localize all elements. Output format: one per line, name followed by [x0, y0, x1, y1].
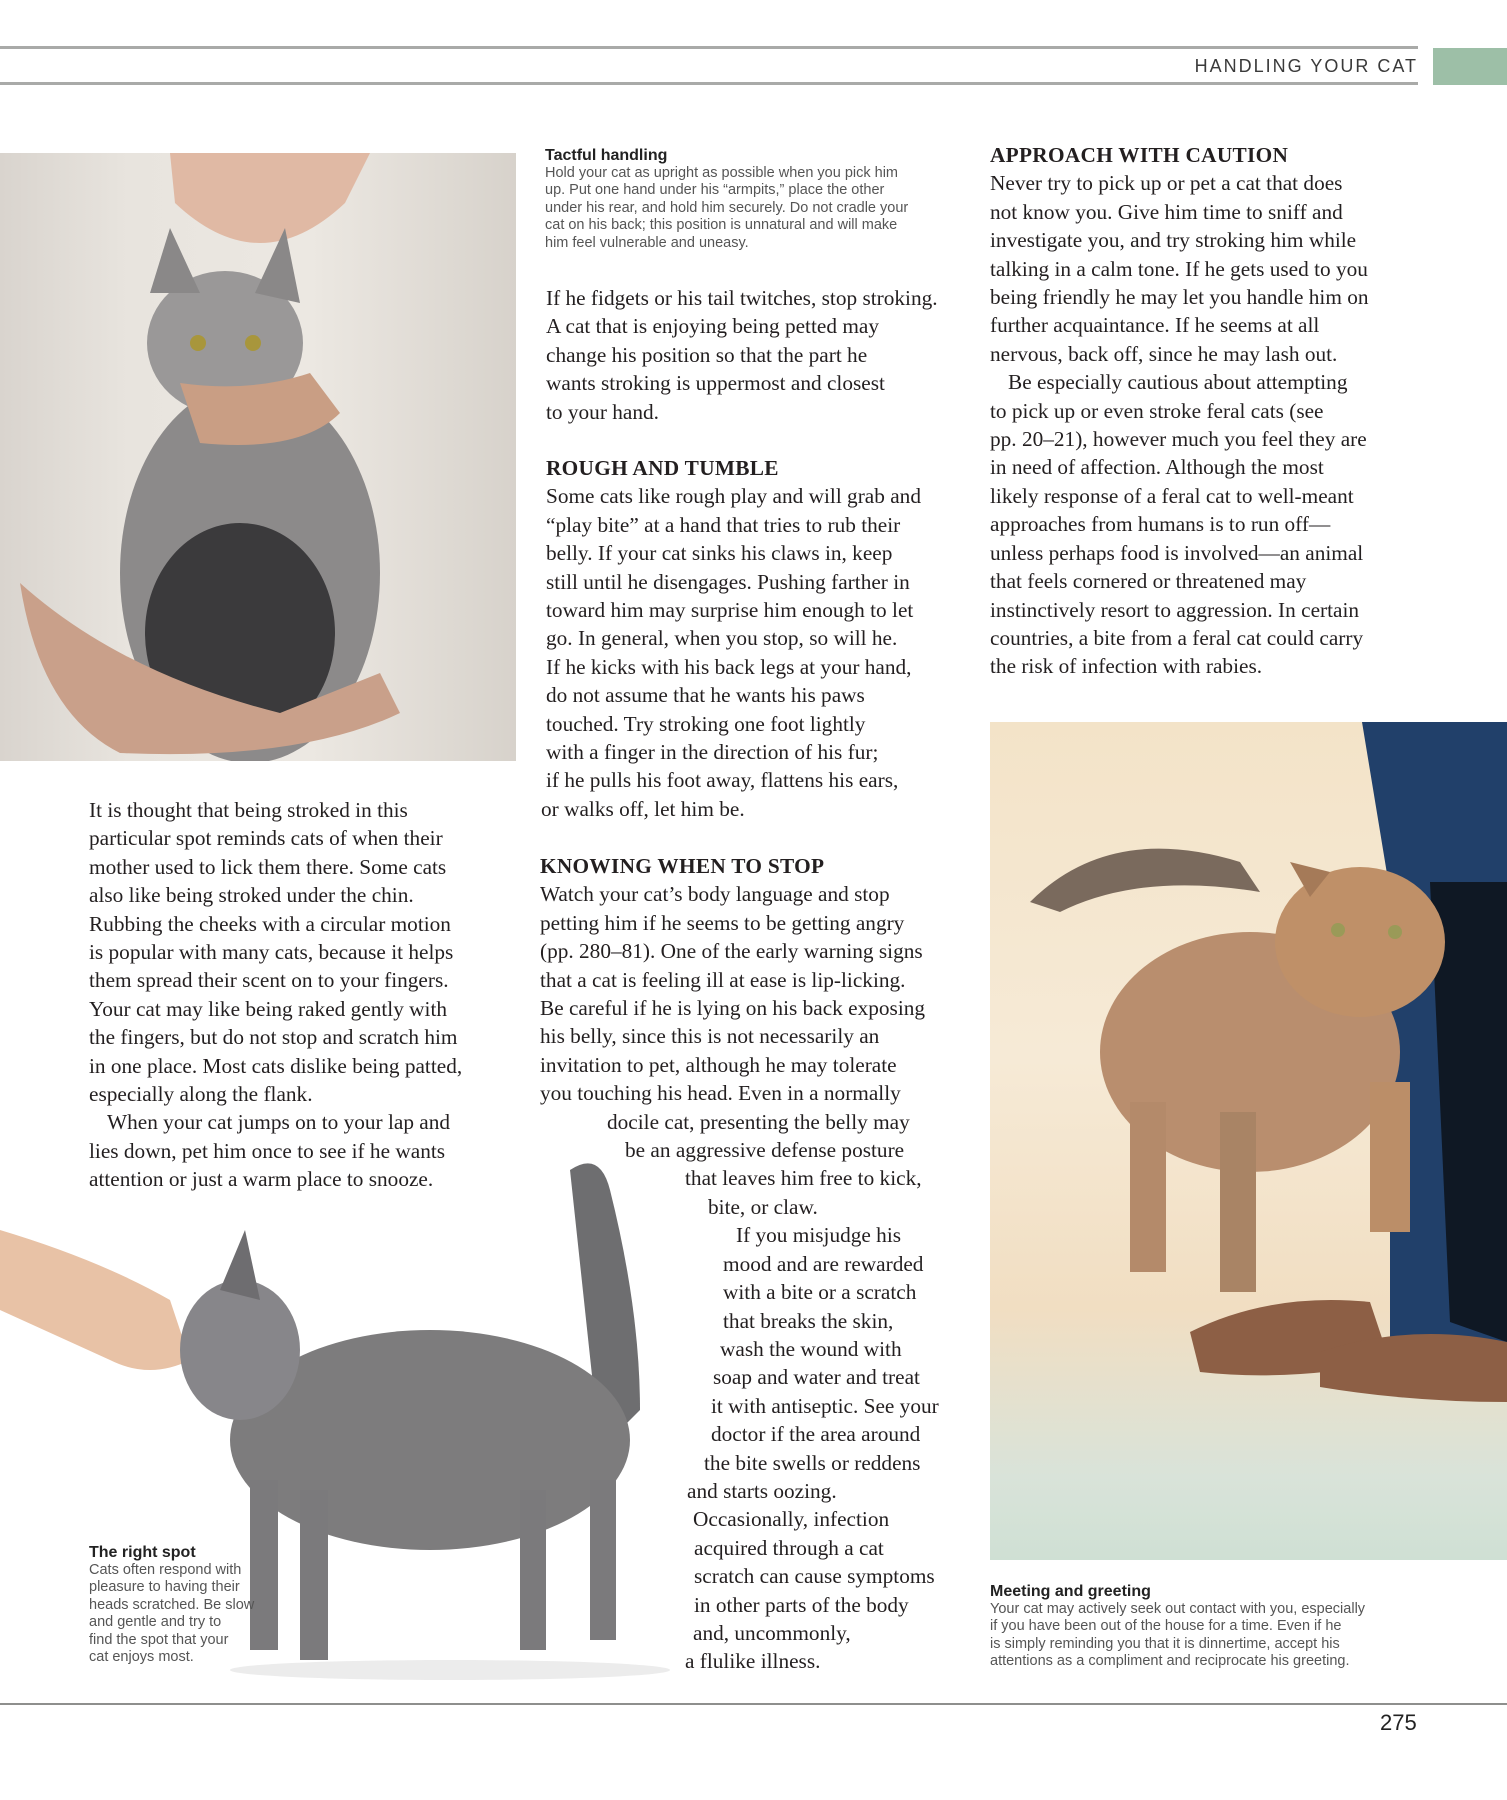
text-line: scratch can cause symptoms	[694, 1564, 935, 1589]
header-rule-top	[0, 46, 1418, 49]
text-line: wants stroking is uppermost and closest	[546, 371, 885, 396]
page-number: 275	[1380, 1710, 1417, 1735]
text-line: his belly, since this is not necessarily an	[540, 1024, 880, 1049]
caption-line: find the spot that your	[89, 1631, 229, 1648]
text-line: that breaks the skin,	[723, 1308, 894, 1333]
text-line: Your cat may like being raked gently with	[89, 996, 448, 1021]
text-line: mother used to lick them there. Some cats	[89, 854, 447, 879]
text-line: It is thought that being stroked in this	[89, 798, 408, 822]
text-line: Occasionally, infection	[693, 1507, 890, 1532]
text-line: Be especially cautious about attempting	[1008, 370, 1348, 395]
caption-title: Tactful handling	[545, 147, 668, 164]
text-line: with a finger in the direction of his fur;	[546, 740, 879, 765]
text-line: touched. Try stroking one foot lightly	[546, 711, 866, 736]
caption-line: if you have been out of the house for a time. Even if he	[990, 1618, 1342, 1635]
rough-and-tumble-section	[541, 454, 921, 823]
caption-line: heads scratched. Be slow	[89, 1596, 255, 1613]
text-line: Watch your cat’s body language and stop	[540, 882, 890, 907]
middle-intro-paragraph	[546, 284, 938, 426]
text-line: A cat that is enjoying being petted may	[546, 314, 879, 339]
caption-line: pleasure to having their	[89, 1579, 240, 1596]
text-line: still until he disengages. Pushing farther in	[546, 569, 910, 594]
knowing-when-to-stop-section	[540, 852, 939, 1676]
text-line: wash the wound with	[720, 1336, 902, 1361]
footer-rule	[0, 1703, 1507, 1705]
text-line: soap and water and treat	[713, 1365, 920, 1390]
text-line: countries, a bite from a feral cat could carry	[990, 625, 1364, 650]
text-line: be an aggressive defense posture	[625, 1138, 905, 1163]
text-line: invitation to pet, although he may tolerate	[540, 1052, 897, 1077]
header-rule-bottom	[0, 82, 1418, 85]
caption-line: cat on his back; this position is unnatural and will make	[545, 217, 898, 234]
text-line: further acquaintance. If he seems at all	[990, 313, 1320, 338]
section-color-tab	[1433, 48, 1507, 85]
text-line: nervous, back off, since he may lash out.	[990, 341, 1338, 366]
text-line: When your cat jumps on to your lap and	[107, 1110, 451, 1135]
text-line: that a cat is feeling ill at ease is lip-licking.	[540, 967, 906, 992]
text-line: investigate you, and try stroking him while	[990, 228, 1357, 253]
text-line: mood and are rewarded	[723, 1251, 924, 1276]
caption-tactful-handling	[545, 146, 965, 252]
text-line: a flulike illness.	[685, 1649, 821, 1674]
text-line: the fingers, but do not stop and scratch him	[89, 1025, 458, 1050]
text-line: petting him if he seems to be getting angry	[540, 910, 905, 935]
text-line: do not assume that he wants his paws	[546, 683, 865, 708]
text-line: especially along the flank.	[89, 1082, 313, 1107]
text-line: attention or just a warm place to snooze.	[89, 1167, 434, 1192]
text-line: lies down, pet him once to see if he wants	[89, 1138, 446, 1163]
text-line: in need of affection. Although the most	[990, 455, 1324, 480]
text-line: change his position so that the part he	[546, 342, 868, 367]
caption-meeting-greeting	[990, 1582, 1430, 1671]
text-line: that leaves him free to kick,	[685, 1166, 922, 1191]
caption-line: him feel vulnerable and uneasy.	[545, 234, 749, 251]
text-line: instinctively resort to aggression. In certain	[990, 597, 1360, 622]
text-line: also like being stroked under the chin.	[89, 883, 414, 908]
text-line: not know you. Give him time to sniff and	[990, 199, 1343, 224]
text-line: go. In general, when you stop, so will he.	[546, 626, 898, 651]
held-kitten-illustration	[0, 153, 516, 761]
text-line: it with antiseptic. See your	[711, 1393, 939, 1418]
text-line: you touching his head. Even in a normally	[540, 1081, 901, 1106]
text-line: If he fidgets or his tail twitches, stop stroking.	[546, 286, 938, 310]
text-line: and, uncommonly,	[693, 1620, 851, 1645]
caption-line: up. Put one hand under his “armpits,” place the other	[545, 182, 885, 199]
text-line: unless perhaps food is involved—an animal	[990, 540, 1364, 565]
text-line: in other parts of the body	[694, 1592, 909, 1617]
text-line: (pp. 280–81). One of the early warning signs	[540, 939, 923, 964]
caption-body	[545, 165, 965, 252]
running-head: HANDLING YOUR CAT	[1194, 56, 1418, 76]
text-line: If he kicks with his back legs at your hand,	[546, 654, 912, 679]
caption-line: and gentle and try to	[89, 1614, 222, 1631]
caption-line: Hold your cat as upright as possible when you pick him	[545, 165, 899, 181]
text-line: that feels cornered or threatened may	[990, 569, 1307, 594]
caption-line: Cats often respond with	[89, 1562, 242, 1578]
caption-line: attentions as a compliment and reciprocate his greeting.	[990, 1653, 1350, 1670]
text-line: doctor if the area around	[711, 1422, 921, 1447]
text-line: with a bite or a scratch	[723, 1280, 917, 1305]
text-line: to pick up or even stroke feral cats (see	[990, 398, 1324, 423]
caption-right-spot	[89, 1543, 289, 1666]
text-line: particular spot reminds cats of when their	[89, 826, 443, 851]
greeting-cat-photo	[990, 722, 1507, 1560]
text-line: pp. 20–21), however much you feel they are	[990, 427, 1367, 452]
text-line: the bite swells or reddens	[704, 1450, 921, 1475]
text-line: Some cats like rough play and will grab and	[546, 484, 921, 509]
text-line: the risk of infection with rabies.	[990, 654, 1263, 679]
caption-line: cat enjoys most.	[89, 1649, 194, 1666]
caption-title: The right spot	[89, 1544, 196, 1561]
greeting-cat-illustration	[990, 722, 1507, 1560]
section-heading-knowing-when-to-stop: KNOWING WHEN TO STOP	[540, 854, 825, 878]
text-line: belly. If your cat sinks his claws in, keep	[546, 541, 893, 566]
text-line: in one place. Most cats dislike being patted,	[89, 1053, 463, 1078]
text-line: talking in a calm tone. If he gets used to you	[990, 256, 1368, 281]
text-line: acquired through a cat	[694, 1535, 884, 1560]
text-line: likely response of a feral cat to well-meant	[990, 483, 1354, 508]
text-line: “play bite” at a hand that tries to rub their	[546, 512, 901, 537]
caption-line: Your cat may actively seek out contact with you, especially	[990, 1601, 1366, 1617]
text-line: if he pulls his foot away, flattens his ears,	[546, 768, 899, 793]
text-line: Never try to pick up or pet a cat that does	[990, 171, 1343, 196]
text-line: being friendly he may let you handle him on	[990, 285, 1369, 310]
text-line: Be careful if he is lying on his back exposing	[540, 996, 926, 1021]
text-line: bite, or claw.	[708, 1194, 818, 1219]
held-kitten-photo	[0, 153, 516, 761]
text-line: toward him may surprise him enough to let	[546, 598, 914, 623]
caption-body	[89, 1562, 289, 1666]
text-line: Rubbing the cheeks with a circular motion	[89, 911, 451, 936]
section-heading-approach-with-caution: APPROACH WITH CAUTION	[990, 143, 1289, 167]
text-line: or walks off, let him be.	[541, 796, 745, 821]
text-line: is popular with many cats, because it helps	[89, 940, 454, 965]
text-line: to your hand.	[546, 399, 659, 424]
left-column-text	[89, 796, 462, 1194]
text-line: and starts oozing.	[687, 1478, 837, 1503]
text-line: If you misjudge his	[736, 1223, 902, 1248]
caption-title: Meeting and greeting	[990, 1583, 1151, 1600]
caption-body	[990, 1601, 1430, 1671]
text-line: them spread their scent on to your fingers.	[89, 968, 449, 993]
caption-line: is simply reminding you that it is dinnertime, accept his	[990, 1635, 1340, 1652]
caption-line: under his rear, and hold him securely. Do not cradle your	[545, 199, 909, 216]
approach-with-caution-section	[990, 141, 1369, 681]
text-line: docile cat, presenting the belly may	[607, 1109, 910, 1134]
text-line: approaches from humans is to run off—	[990, 512, 1331, 537]
section-heading-rough-and-tumble: ROUGH AND TUMBLE	[546, 456, 779, 480]
